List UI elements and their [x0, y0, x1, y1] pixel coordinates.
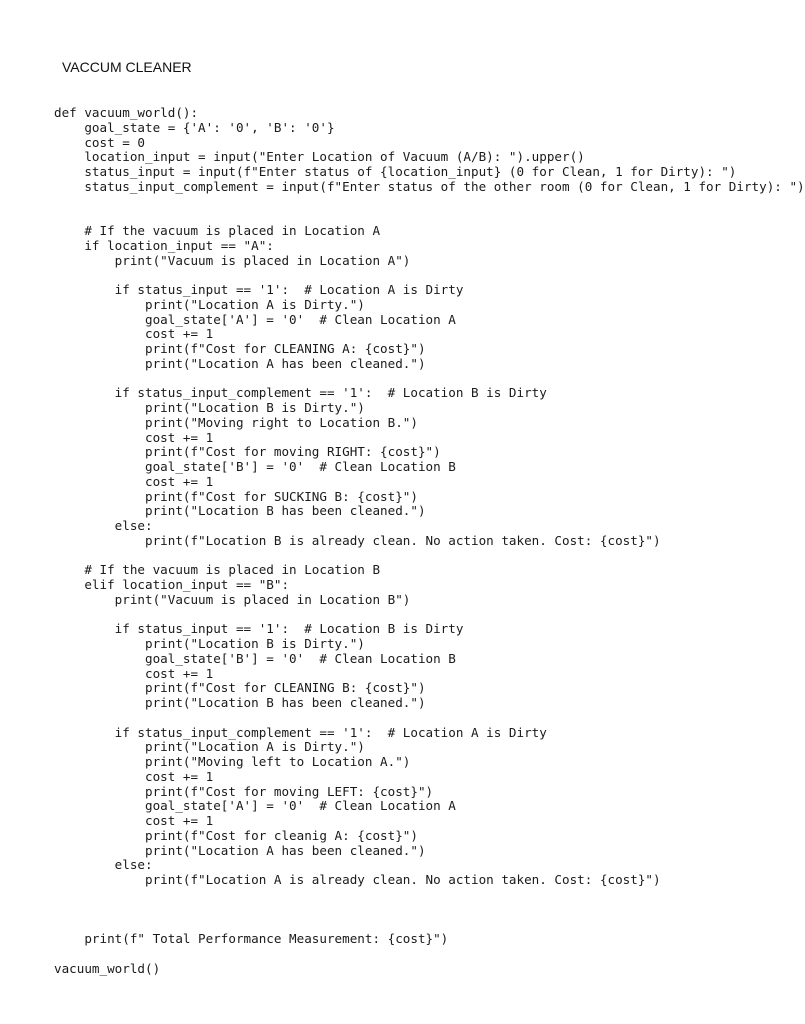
- code-line: print("Location A is Dirty."): [54, 296, 365, 312]
- code-line: print("Vacuum is placed in Location A"): [54, 252, 411, 268]
- code-line: cost = 0: [54, 134, 145, 150]
- code-line: print("Location B is Dirty."): [54, 636, 365, 651]
- code-block: [54, 105, 805, 976]
- code-line: vacuum_world(): [54, 960, 161, 976]
- code-line: elif location_input == "B":: [54, 577, 290, 592]
- code-line: goal_state = {'A': '0', 'B': '0'}: [54, 119, 335, 135]
- code-line: [54, 608, 722, 623]
- code-line: else:: [54, 857, 153, 873]
- code-line: [54, 947, 722, 962]
- code-line: print("Moving right to Location B."): [54, 414, 418, 430]
- code-line: print("Location B is Dirty."): [54, 400, 365, 415]
- code-line: cost += 1: [54, 813, 214, 828]
- code-line: if status_input == '1': # Location A is Dirty: [54, 282, 464, 297]
- code-line: cost += 1: [54, 665, 214, 681]
- code-line: cost += 1: [54, 768, 214, 784]
- code-line: [54, 195, 722, 210]
- code-line: if status_input_complement == '1': # Location B is Dirty: [54, 385, 547, 401]
- code-line: status_input_complement = input(f"Enter status of the other room (0 for Clean, 1 for Dirty): "): [54, 178, 805, 194]
- code-line: print("Moving left to Location A."): [54, 754, 411, 769]
- code-line: [54, 268, 722, 283]
- code-line: # If the vacuum is placed in Location B: [54, 562, 381, 578]
- code-line: goal_state['B'] = '0' # Clean Location B: [54, 459, 456, 474]
- code-line: [54, 711, 722, 726]
- code-line: if status_input_complement == '1': # Location A is Dirty: [54, 724, 547, 740]
- code-line: cost += 1: [54, 326, 214, 342]
- code-line: if status_input == '1': # Location B is Dirty: [54, 621, 464, 637]
- code-line: print(f"Location A is already clean. No action taken. Cost: {cost}"): [54, 872, 661, 887]
- code-line: [54, 372, 722, 387]
- code-line: def vacuum_world():: [54, 105, 199, 120]
- code-line: [54, 903, 722, 918]
- code-line: print("Location A is Dirty."): [54, 739, 365, 755]
- code-line: # If the vacuum is placed in Location A: [54, 223, 381, 238]
- code-line: goal_state['A'] = '0' # Clean Location A: [54, 798, 456, 814]
- code-line: print(f"Cost for SUCKING B: {cost}"): [54, 488, 418, 504]
- code-line: [54, 888, 722, 903]
- code-line: goal_state['A'] = '0' # Clean Location A: [54, 311, 456, 327]
- code-line: print(f"Cost for moving RIGHT: {cost}"): [54, 444, 441, 460]
- code-line: print("Location B has been cleaned."): [54, 503, 426, 519]
- code-line: print("Location A has been cleaned."): [54, 355, 426, 371]
- code-line: else:: [54, 518, 153, 533]
- code-line: print(f"Cost for cleanig A: {cost}"): [54, 827, 418, 843]
- code-line: [54, 917, 722, 932]
- code-line: print(f"Location B is already clean. No action taken. Cost: {cost}"): [54, 532, 661, 548]
- code-line: status_input = input(f"Enter status of {location_input} (0 for Clean, 1 for Dirty): "): [54, 164, 737, 179]
- code-line: location_input = input("Enter Location of Vacuum (A/B): ").upper(): [54, 149, 585, 165]
- code-line: cost += 1: [54, 473, 214, 489]
- code-line: cost += 1: [54, 429, 214, 445]
- document-title: VACCUM CLEANER: [62, 59, 192, 75]
- code-line: print("Vacuum is placed in Location B"): [54, 591, 411, 607]
- code-line: print(f"Cost for CLEANING A: {cost}"): [54, 341, 426, 356]
- code-line: print(f" Total Performance Measurement: {cost}"): [54, 931, 449, 946]
- code-line: goal_state['B'] = '0' # Clean Location B: [54, 650, 456, 666]
- code-line: [54, 549, 722, 564]
- code-line: print(f"Cost for CLEANING B: {cost}"): [54, 680, 426, 696]
- code-line: print(f"Cost for moving LEFT: {cost}"): [54, 783, 434, 799]
- code-line: print("Location A has been cleaned."): [54, 842, 426, 858]
- code-line: print("Location B has been cleaned."): [54, 695, 426, 710]
- code-line: [54, 209, 722, 224]
- code-line: if location_input == "A":: [54, 237, 274, 253]
